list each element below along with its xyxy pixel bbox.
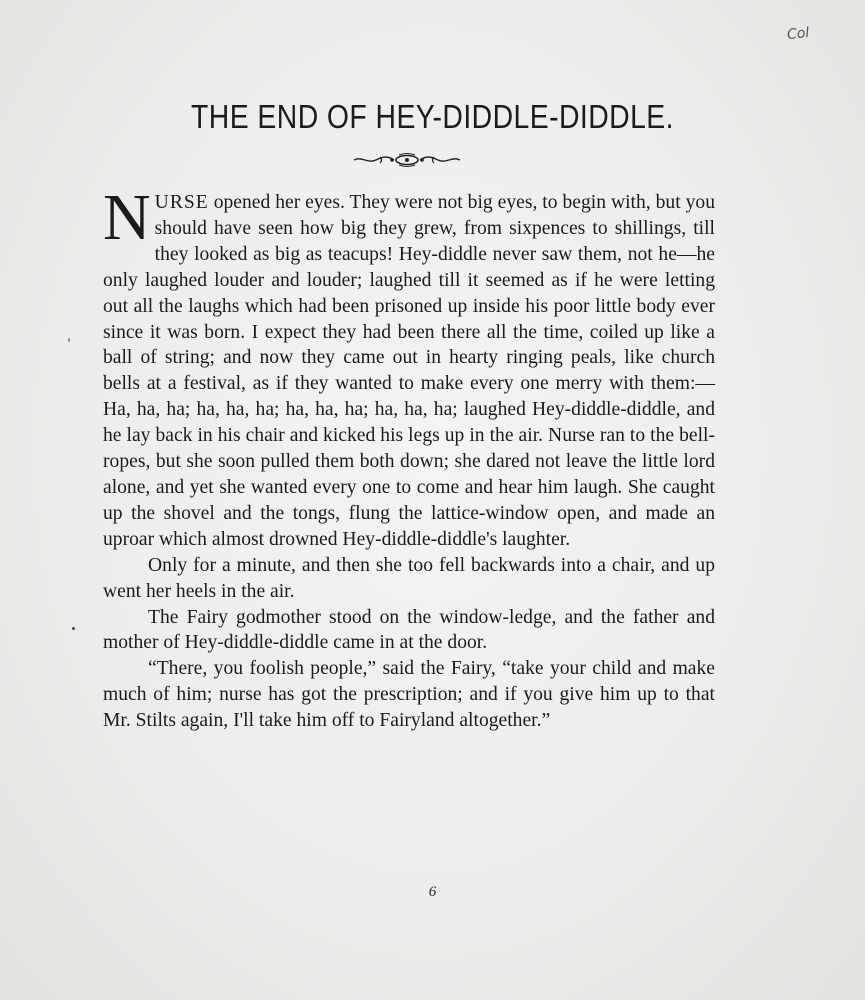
- ink-speck: [68, 338, 70, 342]
- paragraph-3: The Fairy godmother stood on the window-ledge, and the father and mother of Hey-diddle-diddle came in at the door.: [103, 606, 715, 654]
- paragraph-1-text: opened her eyes. They were not big eyes, to begin with, but you should have seen how big they grew, from sixpences to shillings, till they looked as big as teacups! Hey-diddle never saw them, not he—he only laughed louder and louder; laughed till it seemed as if he were letting out all the laughs which had been prisoned up inside his poor little body ever since it was born. I expect they had been there all the time, coiled up like a ball of string; and now they came out in hearty ringing peals, like church bells at a festival, as if they wanted to make every one merry with them:—Ha, ha, ha; ha, ha, ha; ha, ha, ha; ha, ha, ha; laughed Hey-diddle-diddle, and he lay back in his chair and kicked his legs up in the air. Nurse ran to the bell-ropes, but she soon pulled them both down; she dared not leave the little lord alone, and yet she wanted every one to come and hear him laugh. She caught up the shovel and the tongs, flung the lattice-window open, and made an uproar which almost drowned Hey-diddle-diddle's laughter.: [103, 192, 715, 550]
- paragraph-2: Only for a minute, and then she too fell backwards into a chair, and up went her heels in the air.: [103, 554, 715, 602]
- page-number: 6: [428, 884, 437, 900]
- lead-word: URSE: [154, 192, 209, 213]
- ink-speck: [72, 627, 75, 630]
- drop-cap: N: [103, 181, 151, 254]
- decorative-flourish-icon: [352, 152, 462, 168]
- paragraph-4: “There, you foolish people,” said the Fairy, “take your child and make much of him; nurse has got the prescription; and if you give him up to that Mr. Stilts again, I'll take him off to Fairyland altogether.”: [103, 658, 715, 732]
- story-text: [103, 181, 715, 734]
- chapter-title: THE END OF HEY-DIDDLE-DIDDLE.: [191, 98, 674, 135]
- handwritten-note: Col: [785, 24, 810, 44]
- paragraph-1: [103, 181, 715, 553]
